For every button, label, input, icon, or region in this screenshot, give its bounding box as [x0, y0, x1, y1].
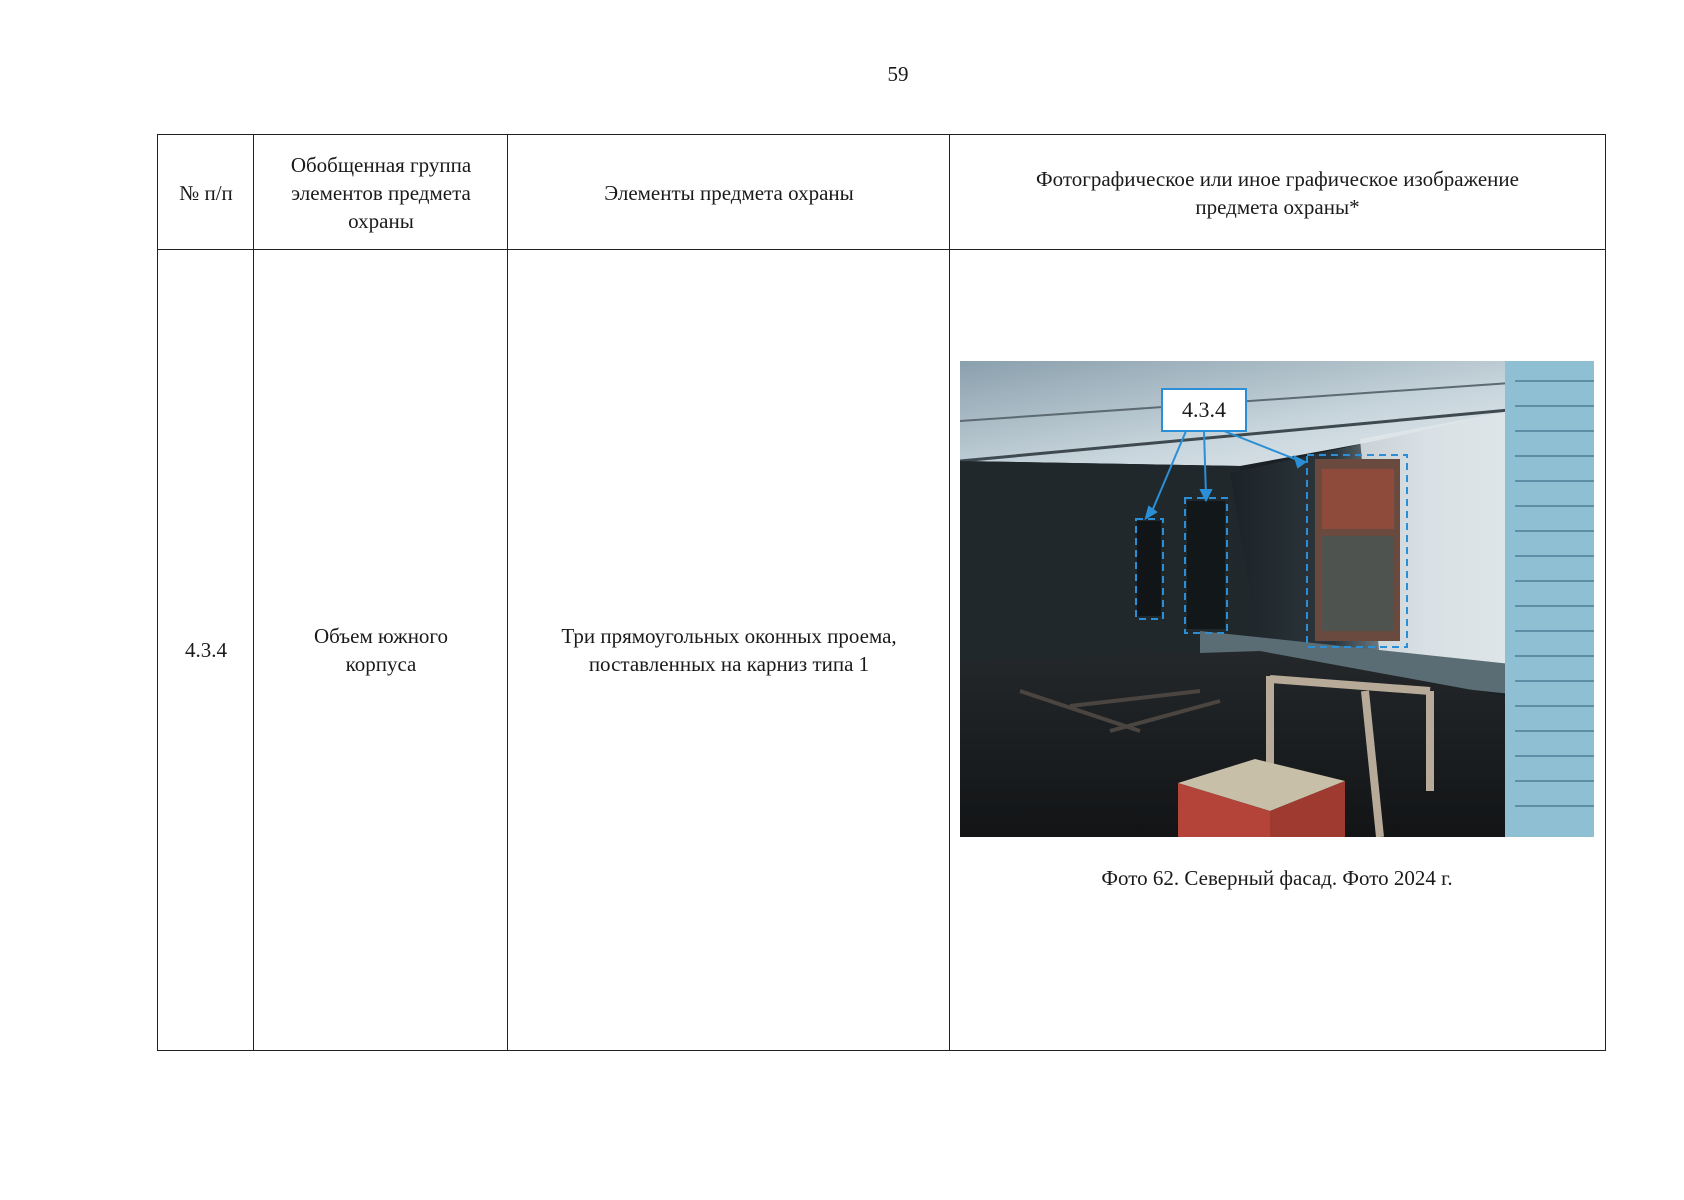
- header-image: Фотографическое или иное графическое изображение предмета охраны*: [1036, 166, 1519, 219]
- header-num: № п/п: [179, 180, 233, 205]
- photo-caption: Фото 62. Северный фасад. Фото 2024 г.: [1101, 866, 1453, 890]
- page-number: 59: [887, 62, 909, 86]
- photo-label: 4.3.4: [1182, 397, 1226, 422]
- row-elements: Три прямоугольных оконных проема, поставленных на карниз типа 1: [561, 624, 897, 676]
- row-group: Объем южного корпуса: [313, 624, 449, 676]
- row-num: 4.3.4: [185, 638, 227, 662]
- header-group: Обобщенная группа элементов предмета охраны: [290, 152, 472, 233]
- facade-photo: [960, 361, 1594, 837]
- header-elements: Элементы предмета охраны: [604, 180, 854, 205]
